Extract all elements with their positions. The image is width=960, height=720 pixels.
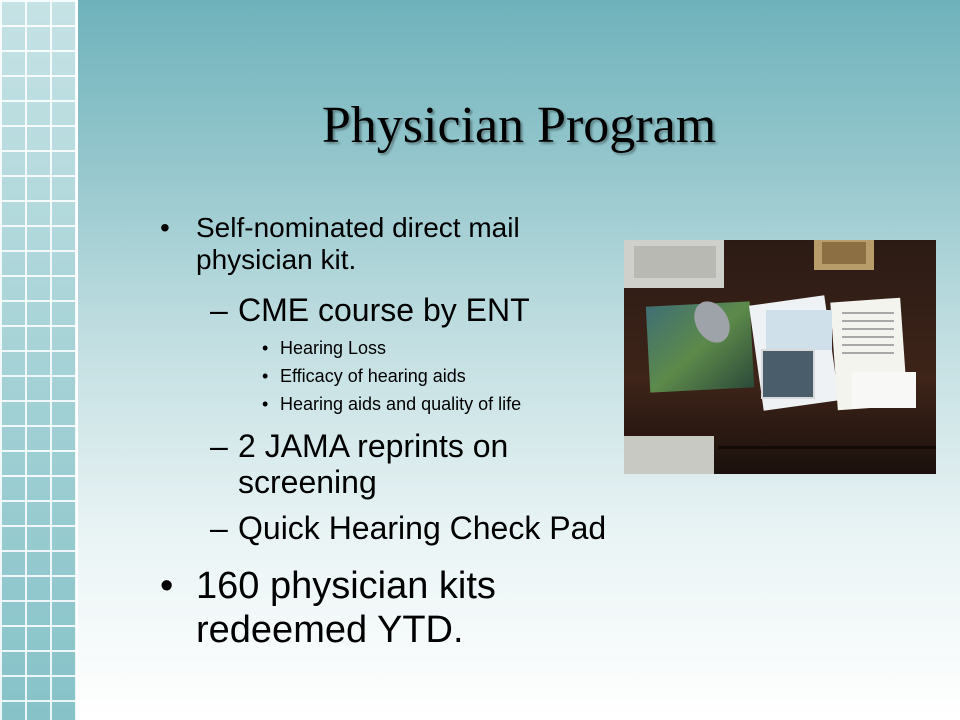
bullet-text: Quick Hearing Check Pad <box>238 510 607 546</box>
bullet-item <box>160 564 630 652</box>
bullet-item <box>160 212 630 276</box>
bullet-text: 160 physician kits redeemed YTD. <box>196 565 496 651</box>
bullet-text: Self-nominated direct mail physician kit. <box>196 212 520 275</box>
dash-glyph: – <box>210 292 228 328</box>
bullet-text: Hearing aids and quality of life <box>280 394 522 414</box>
bullet-text: Hearing Loss <box>280 338 387 358</box>
bullet-glyph: • <box>262 394 269 414</box>
photo-illustration <box>624 240 936 474</box>
decorative-grid-strip <box>0 0 76 720</box>
physician-kit-photo <box>624 240 936 474</box>
bullet-glyph: • <box>160 212 170 243</box>
bullet-text: Efficacy of hearing aids <box>280 366 466 386</box>
sub-sub-bullet-item <box>160 334 630 362</box>
sub-sub-bullet-item <box>160 362 630 390</box>
sub-bullet-item <box>160 428 630 500</box>
slide-title: Physician Program <box>321 97 717 154</box>
bullet-glyph: • <box>262 338 269 358</box>
sub-bullet-item <box>160 510 630 546</box>
dash-glyph: – <box>210 510 228 546</box>
bullet-text: 2 JAMA reprints on screening <box>238 428 509 500</box>
sub-bullet-item <box>160 292 630 328</box>
dash-glyph: – <box>210 428 228 464</box>
bullet-text: CME course by ENT <box>238 292 530 328</box>
bullet-list <box>160 208 630 652</box>
bullet-glyph: • <box>262 366 269 386</box>
bullet-glyph: • <box>160 565 174 607</box>
sub-sub-bullet-item <box>160 390 630 418</box>
